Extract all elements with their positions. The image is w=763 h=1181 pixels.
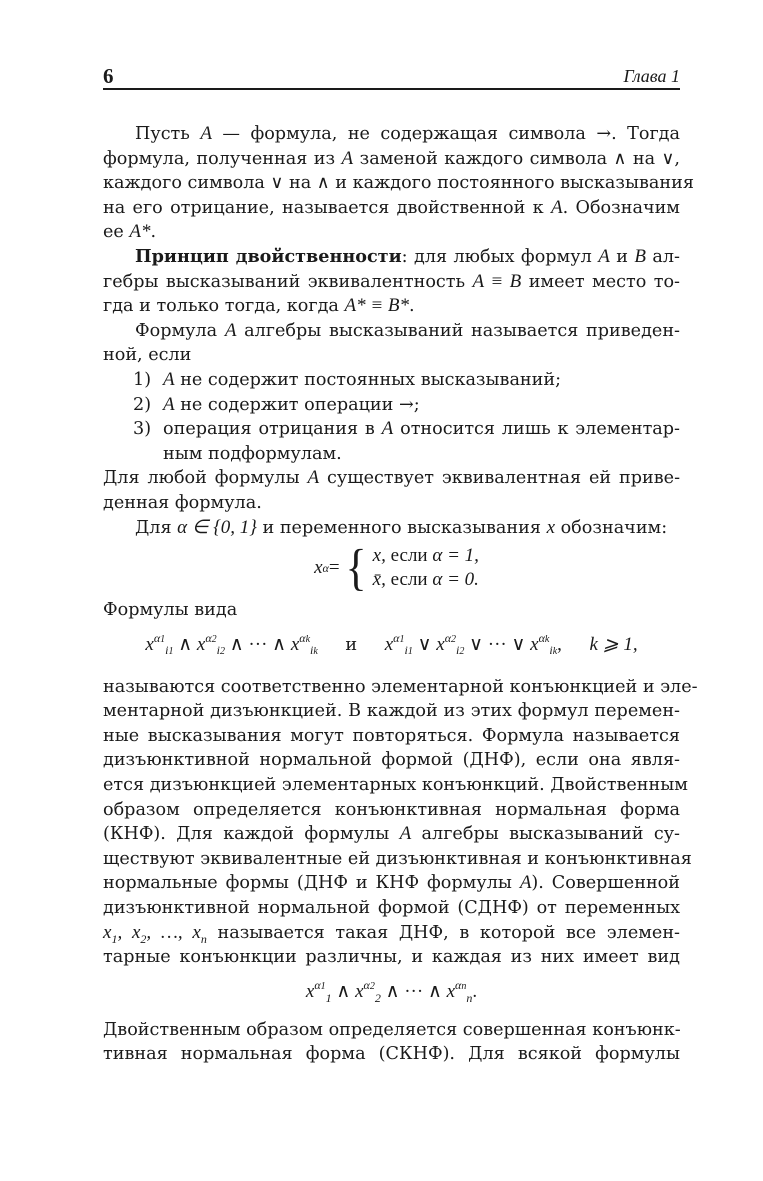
paragraph-formulas-of-form: Формулы вида xyxy=(103,600,238,621)
principle-term: Принцип двойственности xyxy=(135,245,402,267)
page-body xyxy=(103,122,698,1067)
paragraph-notation: Для α ∈ {0, 1} и переменного высказывания x обозначим: xyxy=(135,516,668,538)
perfect-conjunction: $x^{\alpha 1}_1$ ∧ $x^{\alpha 2}_2$ ∧ ··· ∧ $x^{\alpha n}_n$. xyxy=(305,978,478,1005)
paragraph-normal-forms: называются соответственно элементарной конъюнкцией и эле- ментарной дизъюнкцией. В каждой из этих формул перемен- ные высказывания могут повторяться. Формула называется дизъюнктивной нормальной формой (ДНФ), если она явля- ется дизъюнкцией элементарных конъюнкций. Двойственным образом определяется конъюнктивная нормальная форма (КНФ). Для каждой формулы A алгебры высказываний су- ществуют эквивалентные ей дизъюнктивная и конъюнктивная нормальные формы (ДНФ и КНФ формулы A). Совершенной дизъюнктивной нормальной формой (СДНФ) от переменных $x_1$, $x_2$, …, $x_n$ называется такая ДНФ, в которой все элемен- тарные конъюнкции различны, и каждая из них имеет вид xyxy=(103,676,698,968)
paragraph-sknf: Двойственным образом определяется совершенная конъюнк- тивная нормальная форма (СКНФ). Для всякой формулы xyxy=(103,1019,681,1065)
list-item: 3) операция отрицания в A относится лишь к элементар- xyxy=(133,418,681,440)
list-item: 2) A не содержит операции →; xyxy=(133,393,420,415)
paragraph-dual-definition: Пусть A — формула, не содержащая символа →. Тогда формула, полученная из A заменой каждого символа ∧ на ∨, каждого символа ∨ на ∧ и каждого постоянного высказывания на его отрицание, называется двойственной к A. Обозначим ее A*. xyxy=(103,123,694,243)
piecewise-definition: x α = { x, если α = 1, x̄, если α = 0. xyxy=(314,539,479,596)
paragraph-existence: Для любой формулы A существует эквивалентная ей приве- денная формула. xyxy=(103,467,681,513)
left-brace: { xyxy=(345,539,367,596)
page-number: 6 xyxy=(103,64,114,88)
paragraph-duality-principle: Принцип двойственности: для любых формул A и B ал- гебры высказываний эквивалентность A ≡ B имеет место то- гда и только тогда, когда A* ≡ B*. xyxy=(103,245,680,317)
elementary-formulas: $x^{\alpha 1}_{i1}$ ∧ $x^{\alpha 2}_{i2}$ ∧ ··· ∧ $x^{\alpha k}_{ik}$ и $x^{\alpha 1}_{i1}$ ∨ $x^{\alpha 2}_{i2}$ ∨ ··· ∨ $x^{\alpha k}_{ik}$, k ⩾ 1, xyxy=(145,631,638,658)
paragraph-reduced-formula: Формула A алгебры высказываний называется приведен- ной, если 1) A не содержит постоянных высказываний; 2) A не содержит операции →; 3) операция отрицания в A относится лишь к элементар- ным подформулам. xyxy=(103,319,681,464)
page-header xyxy=(103,62,680,90)
list-item: 1) A не содержит постоянных высказываний; xyxy=(133,368,562,390)
chapter-title: Глава 1 xyxy=(623,66,680,86)
